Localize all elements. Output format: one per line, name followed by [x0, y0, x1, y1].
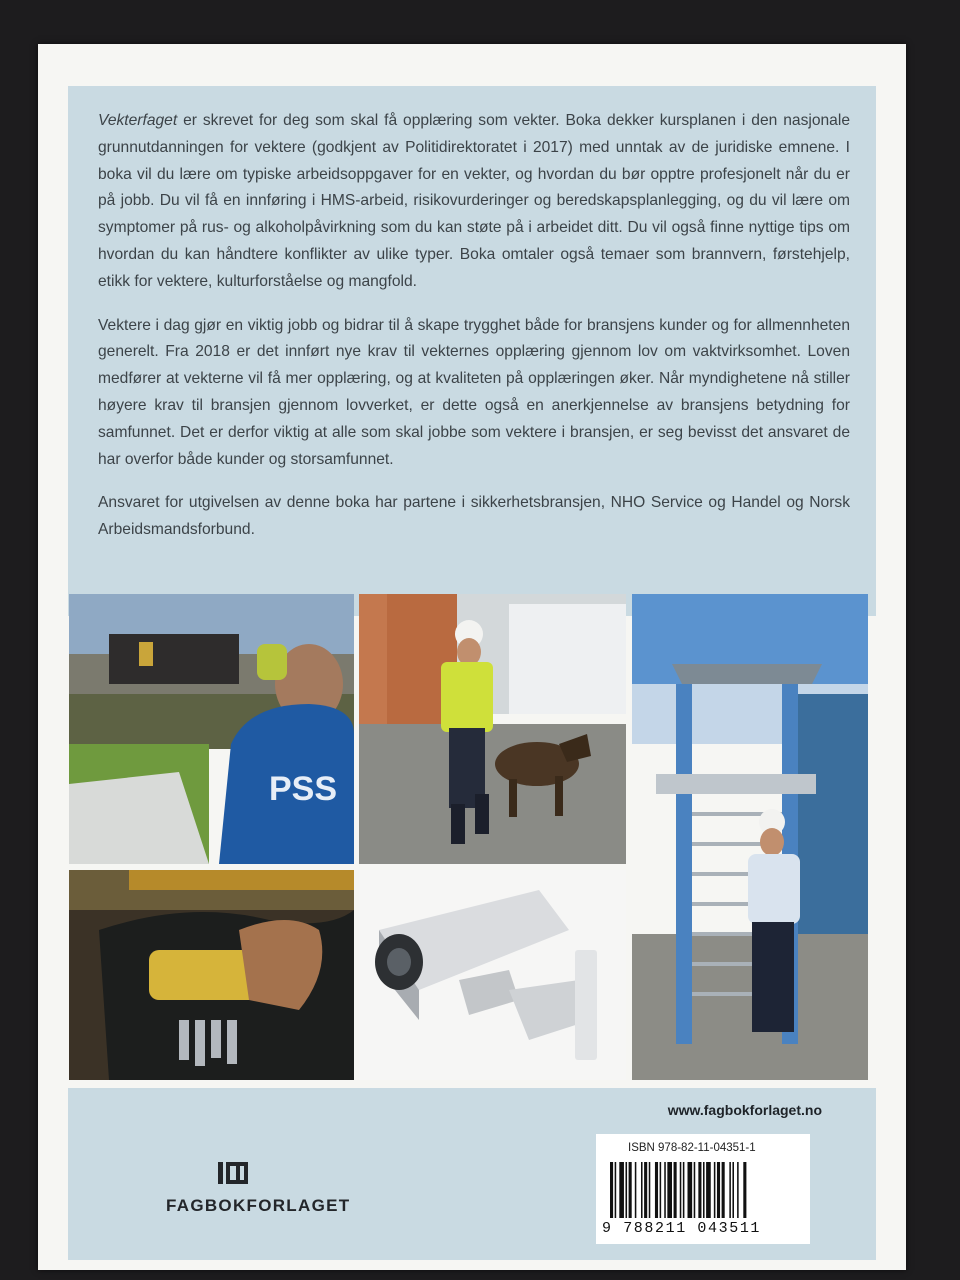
blurb-paragraph-1-text: er skrevet for deg som skal få opplæring som vekter. Boka dekker kursplanen i den nasjonale grunnutdanningen for vektere (godkjent av Politidirektoratet i 2017) med unntak av de juridiske emnene. I boka vil du lære om typiske arbeidsoppgaver for en vekter, og hvordan du bør opptre profesjonelt når du er på jobb. Du vil få en innføring i HMS-arbeid, risikovurderinger og beredskapsplanlegging, og du vil lære om symptomer på rus- og alkoholpåvirkning som du kan støte på i arbeidet ditt. Du vil også finne nyttige tips om hvordan du kan håndtere konflikter av ulike typer. Boka omtaler også temaer som brannvern, førstehjelp, etikk for vektere, kulturforståelse og mangfold.: [98, 112, 850, 290]
blurb-paragraph-2: Vektere i dag gjør en viktig jobb og bidrar til å skape trygghet både for bransjens kunder og for allmennheten generelt. Fra 2018 er det innført nye krav til vekternes opplæring gjennom lov om vaktvirksomhet. Loven medfører at vekterne vil få mer opplæring, og at kvaliteten på opplæringen øker. Når myndighetene nå stiller høyere krav til bransjen gjennom lovverket, er dette også en anerkjennelse av bransjens betydning for samfunnet. Det er derfor viktig at alle som skal jobbe som vektere i bransjen, er seg bevisst det ansvaret de har overfor både kunder og storsamfunnet.: [98, 316, 850, 468]
barcode-number: 9 788211 043511: [602, 1220, 762, 1237]
footer-panel: [68, 1088, 876, 1260]
photo-guard-with-dog: [359, 594, 626, 864]
blurb-panel: [68, 86, 876, 616]
photo-guard-turnstile: [632, 594, 868, 1080]
photo-surveillance-camera: [359, 870, 626, 1080]
blurb-paragraph-3: Ansvaret for utgivelsen av denne boka har partene i sikkerhetsbransjen, NHO Service og Handel og Norsk Arbeidsmandsforbund.: [98, 494, 850, 539]
barcode-box: [596, 1134, 810, 1244]
isbn-text: ISBN 978-82-11-04351-1: [628, 1142, 756, 1154]
publisher-name: FAGBOKFORLAGET: [166, 1196, 351, 1215]
shirt-logo-text: PSS: [269, 770, 338, 808]
publisher-logo-icon: [216, 1158, 250, 1188]
photo-concert-guard: [69, 594, 354, 864]
barcode-icon: [608, 1162, 800, 1218]
book-title: Vekterfaget: [98, 112, 178, 129]
blurb-paragraph-1: [98, 108, 850, 296]
book-back-cover: [38, 44, 906, 1270]
publisher-url[interactable]: www.fagbokforlaget.no: [667, 1102, 822, 1118]
photo-hand-with-keys: [69, 870, 354, 1080]
